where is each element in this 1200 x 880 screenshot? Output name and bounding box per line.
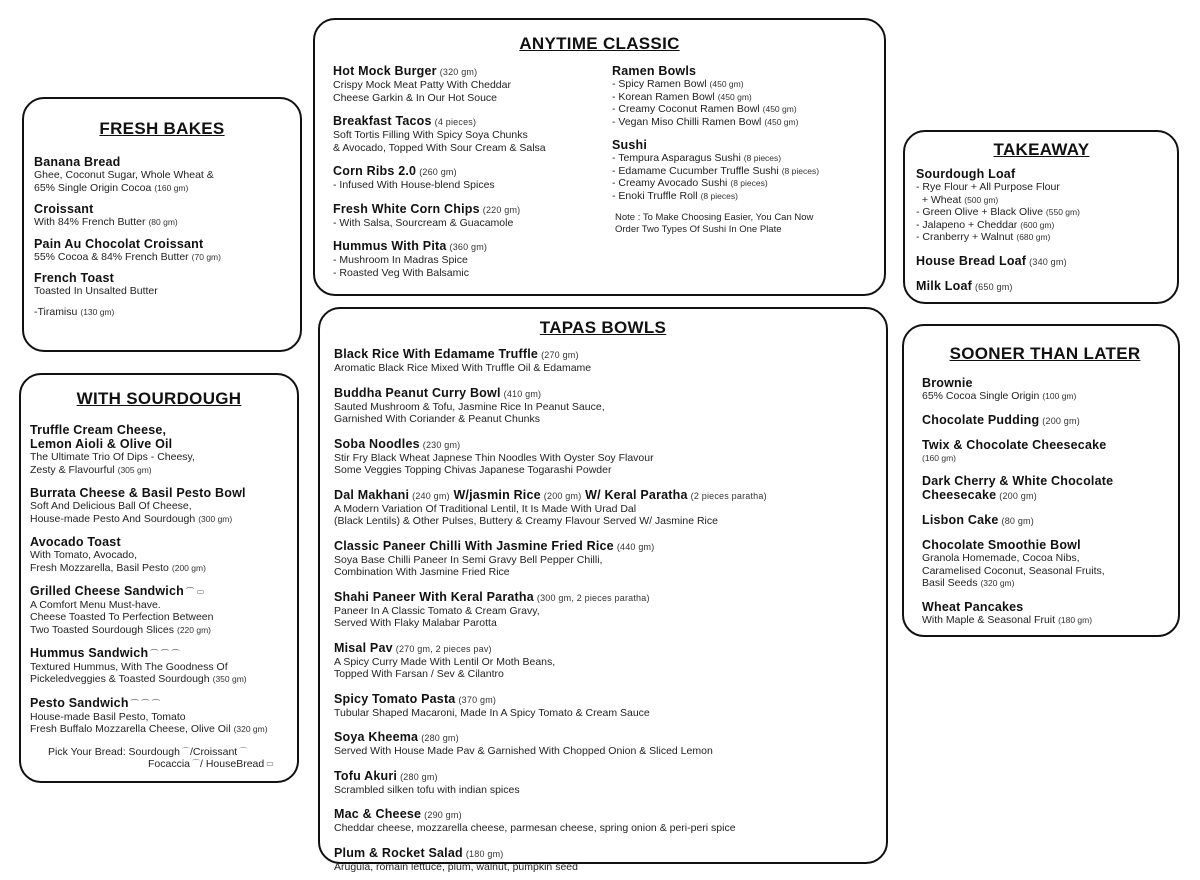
item-weight: (8 pieces) bbox=[743, 153, 782, 163]
item-name: Misal Pav (270 gm, 2 pieces pav) bbox=[334, 640, 492, 655]
item-description: (Black Lentils) & Other Pulses, Buttery & Creamy Flavour Served W/ Jasmine Rice bbox=[334, 515, 718, 527]
note-line: Note : To Make Choosing Easier, You Can Now bbox=[615, 212, 814, 223]
menu-item-shahi-paneer-with-keral-paratha bbox=[334, 590, 886, 630]
bread-icon: ▭ bbox=[266, 759, 274, 769]
menu-item-chocolate-smoothie-bowl bbox=[922, 538, 1168, 590]
item-option: - Tempura Asparagus Sushi (8 pieces) bbox=[612, 152, 782, 164]
item-description: House-made Pesto And Sourdough (300 gm) bbox=[30, 512, 233, 525]
item-weight: (200 gm) bbox=[999, 491, 1037, 501]
menu-item-truffle-cream-cheese bbox=[30, 423, 288, 476]
menu-item-tofu-akuri bbox=[334, 769, 886, 797]
item-description: Toasted In Unsalted Butter bbox=[34, 285, 158, 297]
item-weight: (650 gm) bbox=[974, 281, 1013, 292]
item-name: Sushi bbox=[612, 138, 648, 152]
item-description: With 84% French Butter (80 gm) bbox=[34, 216, 178, 228]
menu-item-plum-rocket-salad bbox=[334, 846, 886, 874]
item-description: Soft And Delicious Ball Of Cheese, bbox=[30, 500, 192, 512]
item-description: The Ultimate Trio Of Dips - Cheesy, bbox=[30, 451, 195, 463]
with-sourdough-section bbox=[19, 373, 299, 783]
item-description: - Roasted Veg With Balsamic bbox=[333, 266, 469, 279]
item-weight: (100 gm) bbox=[1042, 391, 1077, 401]
item-weight: (270 gm) bbox=[541, 350, 579, 360]
item-name: Cheesecake (200 gm) bbox=[922, 488, 1037, 502]
menu-item-chocolate-pudding bbox=[922, 413, 1168, 428]
item-weight: (450 gm) bbox=[764, 116, 799, 127]
item-description: Soft Tortis Filling With Spicy Soya Chunks bbox=[333, 129, 528, 141]
item-option: - Enoki Truffle Roll (8 pieces) bbox=[612, 189, 738, 202]
item-name: Pesto Sandwich ⌒ ⌒ ⌒ bbox=[30, 695, 161, 710]
item-name: Soya Kheema (280 gm) bbox=[334, 730, 459, 744]
item-option: - Rye Flour + All Purpose Flour bbox=[916, 181, 1060, 193]
item-weight: (290 gm) bbox=[424, 810, 462, 820]
item-description: Garnished With Coriander & Peanut Chunks bbox=[334, 413, 541, 425]
menu-item-dark-cherry-white-chocolate bbox=[922, 474, 1168, 503]
item-description: Caramelised Coconut, Seasonal Fruits, bbox=[922, 564, 1105, 577]
item-description: - Infused With House-blend Spices bbox=[333, 179, 495, 191]
fresh-bakes-section bbox=[22, 97, 302, 352]
item-weight: (320 gm) bbox=[233, 724, 268, 735]
menu-item-hummus-sandwich bbox=[30, 646, 288, 686]
item-description: With Maple & Seasonal Fruit (180 gm) bbox=[922, 613, 1093, 626]
menu-item-black-rice-with-edamame-truffle bbox=[334, 347, 886, 375]
menu-item-sushi bbox=[612, 138, 877, 202]
sushi-note bbox=[612, 212, 877, 235]
menu-item-hummus-with-pita bbox=[333, 239, 603, 279]
item-name: Mac & Cheese (290 gm) bbox=[334, 807, 462, 821]
item-weight: (550 gm) bbox=[1045, 207, 1080, 217]
item-description: A Modern Variation Of Traditional Lentil, It Is Made With Urad Dal bbox=[334, 502, 637, 515]
item-name: Twix & Chocolate Cheesecake bbox=[922, 437, 1107, 452]
item-name: Lisbon Cake (80 gm) bbox=[922, 513, 1034, 527]
item-name: Ramen Bowls bbox=[612, 64, 697, 78]
item-weight: (200 gm) bbox=[543, 490, 582, 501]
item-weight: (70 gm) bbox=[191, 251, 221, 262]
item-name: Hummus With Pita (360 gm) bbox=[333, 239, 488, 253]
item-description: - Mushroom In Madras Spice bbox=[333, 254, 468, 266]
item-weight: (80 gm) bbox=[1001, 516, 1034, 526]
item-weight: (200 gm) bbox=[171, 562, 206, 573]
item-weight: (8 pieces) bbox=[781, 165, 820, 176]
menu-item-banana-bread bbox=[34, 155, 290, 194]
item-name: Dal Makhani (240 gm) W/jasmin Rice (200 gm) W/ Keral Paratha (2 pieces paratha) bbox=[334, 487, 767, 502]
item-name: Soba Noodles (230 gm) bbox=[334, 436, 461, 451]
item-name: Wheat Pancakes bbox=[922, 599, 1024, 614]
item-weight: (280 gm) bbox=[421, 733, 459, 743]
item-weight: (450 gm) bbox=[709, 79, 744, 89]
item-description: Paneer In A Classic Tomato & Cream Gravy, bbox=[334, 604, 540, 617]
item-weight: (440 gm) bbox=[616, 541, 655, 552]
item-weight: (220 gm) bbox=[482, 204, 521, 215]
section-title: FRESH BAKES bbox=[99, 119, 225, 138]
item-name: Black Rice With Edamame Truffle (270 gm) bbox=[334, 347, 579, 361]
item-description: Fresh Mozzarella, Basil Pesto (200 gm) bbox=[30, 561, 206, 574]
item-description: A Spicy Curry Made With Lentil Or Moth Beans, bbox=[334, 655, 556, 668]
item-name: Chocolate Pudding (200 gm) bbox=[922, 412, 1080, 427]
item-weight: (305 gm) bbox=[117, 464, 152, 475]
menu-item-twix-chocolate-cheesecake bbox=[922, 438, 1168, 465]
menu-item-house-bread-loaf bbox=[916, 254, 1167, 269]
menu-item-wheat-pancakes bbox=[922, 600, 1168, 627]
item-weight: (180 gm) bbox=[1058, 614, 1093, 625]
item-description: With Tomato, Avocado, bbox=[30, 549, 138, 561]
item-description: Tubular Shaped Macaroni, Made In A Spicy Tomato & Cream Sauce bbox=[334, 706, 650, 719]
item-weight: (350 gm) bbox=[212, 674, 247, 685]
anytime-classic-section bbox=[313, 18, 886, 296]
item-option: + Wheat (500 gm) bbox=[916, 193, 999, 206]
item-description: Soya Base Chilli Paneer In Semi Gravy Bell Pepper Chilli, bbox=[334, 553, 603, 566]
item-weight: (320 gm) bbox=[439, 67, 478, 77]
item-description: Ghee, Coconut Sugar, Whole Wheat & bbox=[34, 169, 214, 181]
item-option: - Creamy Avocado Sushi (8 pieces) bbox=[612, 177, 768, 189]
bread-choice-note: Pick Your Bread: Sourdough ⌒/Croissant ⌒ Focaccia ⌒/ HouseBread ▭ bbox=[48, 745, 274, 771]
item-name: Hummus Sandwich ⌒ ⌒ ⌒ bbox=[30, 646, 180, 661]
item-name: Brownie bbox=[922, 376, 973, 390]
item-description: - With Salsa, Sourcream & Guacamole bbox=[333, 216, 514, 229]
item-description: Cheese Toasted To Perfection Between bbox=[30, 611, 214, 624]
item-option: - Jalapeno + Cheddar (600 gm) bbox=[916, 218, 1055, 231]
item-description: Some Veggies Topping Chivas Japanese Togarashi Powder bbox=[334, 464, 612, 476]
item-name: Shahi Paneer With Keral Paratha (300 gm, 2 pieces paratha) bbox=[334, 589, 650, 604]
item-description: Stir Fry Black Wheat Japnese Thin Noodles With Oyster Soy Flavour bbox=[334, 451, 654, 464]
section-title: WITH SOURDOUGH bbox=[76, 389, 242, 408]
item-description: & Avocado, Topped With Sour Cream & Salsa bbox=[333, 141, 546, 154]
item-weight: (280 gm) bbox=[400, 771, 438, 782]
menu-item-spicy-tomato-pasta bbox=[334, 692, 886, 720]
item-option: - Green Olive + Black Olive (550 gm) bbox=[916, 206, 1080, 218]
menu-item-soya-kheema bbox=[334, 730, 886, 758]
item-name: Buddha Peanut Curry Bowl (410 gm) bbox=[334, 385, 542, 400]
item-name: Lemon Aioli & Olive Oil bbox=[30, 437, 173, 451]
menu-item-tiramisu: -Tiramisu (130 gm) bbox=[34, 305, 115, 318]
item-name: Banana Bread bbox=[34, 155, 121, 169]
item-weight: (180 gm) bbox=[465, 848, 504, 859]
item-weight: (680 gm) bbox=[1016, 232, 1051, 242]
item-name: Spicy Tomato Pasta (370 gm) bbox=[334, 691, 497, 706]
item-description: Arugula, romain lettuce, plum, walnut, pumpkin seed bbox=[334, 860, 578, 873]
item-weight: (160 gm) bbox=[154, 182, 189, 193]
item-weight: (8 pieces) bbox=[700, 190, 738, 201]
menu-item-avocado-toast bbox=[30, 535, 288, 574]
bread-icon: ⌒ bbox=[192, 759, 201, 769]
item-description: 55% Cocoa & 84% French Butter (70 gm) bbox=[34, 250, 221, 263]
menu-item-milk-loaf bbox=[916, 279, 1167, 294]
item-weight: (600 gm) bbox=[1020, 219, 1055, 230]
item-description: Cheddar cheese, mozzarella cheese, parmesan cheese, spring onion & peri-peri spice bbox=[334, 822, 736, 834]
item-option: - Creamy Coconut Ramen Bowl (450 gm) bbox=[612, 103, 797, 115]
item-name: Avocado Toast bbox=[30, 535, 121, 549]
menu-item-pesto-sandwich bbox=[30, 696, 288, 736]
item-description bbox=[922, 452, 1168, 465]
item-weight: (200 gm) bbox=[1042, 415, 1080, 426]
item-option: - Korean Ramen Bowl (450 gm) bbox=[612, 90, 752, 103]
menu-item-corn-ribs-2-0 bbox=[333, 164, 603, 192]
menu-item-brownie bbox=[922, 376, 1168, 403]
item-name: Croissant bbox=[34, 202, 94, 216]
item-description: House-made Basil Pesto, Tomato bbox=[30, 710, 186, 723]
item-name: Fresh White Corn Chips (220 gm) bbox=[333, 201, 521, 216]
item-name: Burrata Cheese & Basil Pesto Bowl bbox=[30, 486, 246, 500]
bread-type-icons: ⌒ ⌒ ⌒ bbox=[130, 698, 161, 708]
section-title: TAKEAWAY bbox=[993, 140, 1090, 159]
item-weight: (260 gm) bbox=[419, 167, 457, 177]
sooner-than-later-section bbox=[902, 324, 1180, 637]
item-weight: (320 gm) bbox=[980, 578, 1015, 588]
item-weight: (230 gm) bbox=[422, 439, 461, 450]
menu-item-grilled-cheese-sandwich bbox=[30, 584, 288, 636]
item-description: Aromatic Black Rice Mixed With Truffle Oil & Edamame bbox=[334, 362, 592, 374]
item-description: Granola Homemade, Cocoa Nibs, bbox=[922, 552, 1080, 564]
menu-item-ramen-bowls bbox=[612, 64, 877, 128]
item-weight: (160 gm) bbox=[922, 452, 957, 463]
menu-item-mac-cheese bbox=[334, 807, 886, 835]
item-description: A Comfort Menu Must-have. bbox=[30, 598, 161, 611]
item-weight: (220 gm) bbox=[176, 624, 211, 635]
item-description: 65% Single Origin Cocoa (160 gm) bbox=[34, 181, 189, 194]
item-weight: (300 gm) bbox=[198, 513, 233, 524]
tapas-bowls-section bbox=[318, 307, 888, 873]
item-name: Classic Paneer Chilli With Jasmine Fried Rice (440 gm) bbox=[334, 538, 655, 553]
item-name: Pain Au Chocolat Croissant bbox=[34, 236, 204, 251]
item-weight: (80 gm) bbox=[148, 217, 178, 227]
menu-item-dal-makhani bbox=[334, 488, 886, 528]
item-weight: (2 pieces paratha) bbox=[690, 490, 767, 501]
item-weight: (340 gm) bbox=[1029, 256, 1067, 267]
item-name: Chocolate Smoothie Bowl bbox=[922, 538, 1081, 552]
menu-item-pain-au-chocolat-croissant bbox=[34, 237, 290, 264]
item-option: - Edamame Cucumber Truffle Sushi (8 pieces) bbox=[612, 164, 820, 177]
item-description: Textured Hummus, With The Goodness Of bbox=[30, 660, 228, 673]
item-description: Sauted Mushroom & Tofu, Jasmine Rice In Peanut Sauce, bbox=[334, 400, 605, 413]
item-weight: (450 gm) bbox=[762, 104, 797, 114]
item-option: - Cranberry + Walnut (680 gm) bbox=[916, 231, 1051, 243]
item-name: Milk Loaf (650 gm) bbox=[916, 278, 1013, 293]
item-option: - Vegan Miso Chilli Ramen Bowl (450 gm) bbox=[612, 115, 799, 128]
item-description: Cheese Garkin & In Our Hot Souce bbox=[333, 91, 497, 104]
item-name: Truffle Cream Cheese, bbox=[30, 423, 167, 437]
item-name: House Bread Loaf (340 gm) bbox=[916, 253, 1067, 268]
menu-item-sourdough-loaf bbox=[916, 167, 1167, 244]
bread-icon: ⌒ bbox=[239, 746, 248, 756]
item-weight: (450 gm) bbox=[717, 91, 752, 102]
item-weight: (370 gm) bbox=[458, 694, 497, 705]
item-description: Two Toasted Sourdough Slices (220 gm) bbox=[30, 623, 211, 636]
menu-item-classic-paneer-chilli-with-jasmine-fried-rice bbox=[334, 539, 886, 579]
item-name: Grilled Cheese Sandwich ⌒ ▭ bbox=[30, 584, 205, 598]
takeaway-section bbox=[903, 130, 1179, 304]
item-option: - Spicy Ramen Bowl (450 gm) bbox=[612, 78, 744, 90]
item-weight: (270 gm, 2 pieces pav) bbox=[395, 643, 492, 654]
bread-type-icons: ⌒ ⌒ ⌒ bbox=[150, 648, 180, 658]
item-name: Dark Cherry & White Chocolate bbox=[922, 474, 1114, 488]
bread-type-icons: ⌒ ▭ bbox=[185, 586, 205, 596]
menu-item-burrata-cheese-basil-pesto-bowl bbox=[30, 486, 288, 525]
item-weight: (4 pieces) bbox=[434, 117, 477, 127]
item-name-variant: W/ Keral Paratha bbox=[581, 487, 688, 502]
item-name: Corn Ribs 2.0 (260 gm) bbox=[333, 164, 457, 178]
item-description: Served With Flaky Malabar Parotta bbox=[334, 617, 497, 629]
item-description: Basil Seeds (320 gm) bbox=[922, 577, 1015, 589]
menu-item-croissant bbox=[34, 202, 290, 229]
item-weight: (410 gm) bbox=[503, 388, 542, 399]
item-weight: (240 gm) bbox=[412, 490, 450, 501]
menu-item-lisbon-cake bbox=[922, 513, 1168, 528]
menu-item-soba-noodles bbox=[334, 437, 886, 477]
item-description: Topped With Farsan / Sev & Cilantro bbox=[334, 668, 504, 680]
menu-item-french-toast bbox=[34, 271, 290, 298]
menu-item-misal-pav bbox=[334, 641, 886, 681]
note-line: Order Two Types Of Sushi In One Plate bbox=[615, 223, 782, 235]
item-name: Sourdough Loaf bbox=[916, 167, 1016, 181]
item-description: Crispy Mock Meat Patty With Cheddar bbox=[333, 79, 511, 91]
item-description: Fresh Buffalo Mozzarella Cheese, Olive Oil (320 gm) bbox=[30, 723, 268, 736]
section-title: ANYTIME CLASSIC bbox=[519, 34, 680, 53]
section-title: SOONER THAN LATER bbox=[949, 344, 1141, 363]
item-description: Zesty & Flavourful (305 gm) bbox=[30, 463, 152, 476]
item-description: Served With House Made Pav & Garnished With Chopped Onion & Sliced Lemon bbox=[334, 745, 713, 757]
item-name: French Toast bbox=[34, 271, 114, 285]
item-name: Hot Mock Burger (320 gm) bbox=[333, 64, 478, 78]
item-description: Scrambled silken tofu with indian spices bbox=[334, 783, 520, 796]
item-name-variant: W/jasmin Rice bbox=[449, 487, 541, 502]
item-description: 65% Cocoa Single Origin (100 gm) bbox=[922, 390, 1077, 402]
item-description: Pickeledveggies & Toasted Sourdough (350 gm) bbox=[30, 673, 247, 686]
item-name: Tofu Akuri (280 gm) bbox=[334, 768, 438, 783]
item-description: Combination With Jasmine Fried Rice bbox=[334, 566, 510, 578]
menu-item-buddha-peanut-curry-bowl bbox=[334, 386, 886, 426]
menu-item-hot-mock-burger bbox=[333, 64, 603, 104]
item-name: Plum & Rocket Salad (180 gm) bbox=[334, 845, 504, 860]
item-weight: (500 gm) bbox=[964, 194, 999, 205]
section-title: TAPAS BOWLS bbox=[539, 318, 667, 337]
item-weight: (300 gm, 2 pieces paratha) bbox=[536, 592, 650, 603]
menu-item-fresh-white-corn-chips bbox=[333, 202, 603, 230]
menu-item-breakfast-tacos bbox=[333, 114, 603, 154]
bread-icon: ⌒ bbox=[181, 746, 190, 756]
item-name: Breakfast Tacos (4 pieces) bbox=[333, 114, 477, 128]
item-weight: (8 pieces) bbox=[730, 178, 768, 188]
item-weight: (360 gm) bbox=[449, 242, 488, 252]
